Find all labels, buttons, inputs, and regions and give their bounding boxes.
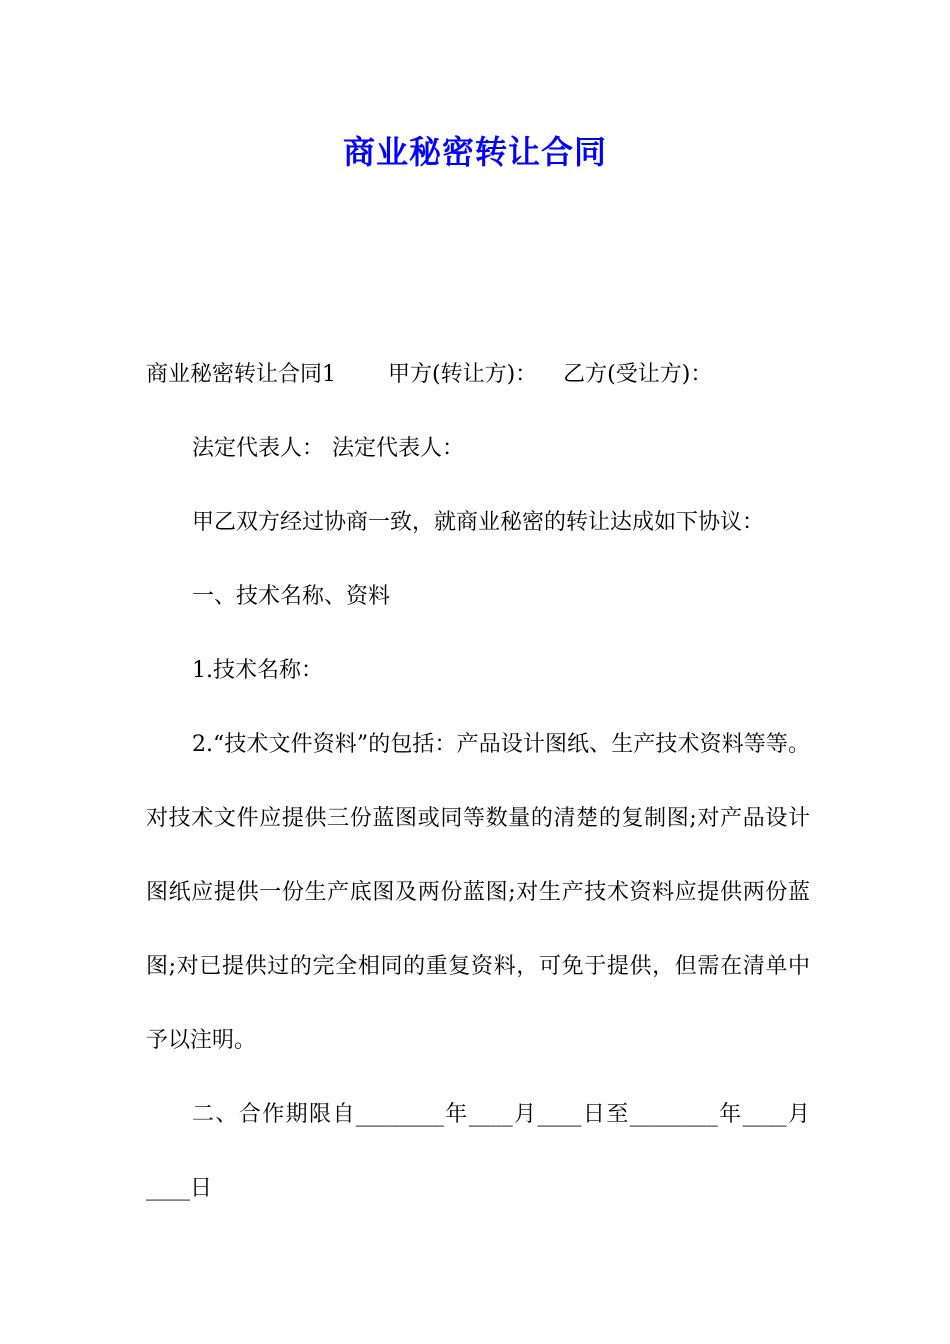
rep-a-label: 法定代表人： [192, 436, 325, 461]
party-a-label: 甲方(转让方)： [388, 362, 538, 387]
rep-b-label: 法定代表人： [332, 436, 465, 461]
section2-paragraph: 二、合作期限自________年____月____日至________年____月____日 [146, 1102, 810, 1201]
party-b-label: 乙方(受让方)： [563, 362, 713, 387]
representatives-line [146, 412, 810, 486]
item2-paragraph: 2.“技术文件资料”的包括：产品设计图纸、生产技术资料等等。对技术文件应提供三份蓝图或同等数量的清楚的复制图;对产品设计图纸应提供一份生产底图及两份蓝图;对生产技术资料应提供两份蓝图;对已提供过的完全相同的重复资料，可免于提供，但需在清单中予以注明。 [146, 732, 810, 1053]
item1-paragraph: 1.技术名称： [192, 658, 323, 683]
contract-number: 商业秘密转让合同1 [146, 362, 336, 387]
document-body [146, 338, 810, 1226]
header-line [146, 338, 810, 412]
section1-heading: 一、技术名称、资料 [192, 584, 391, 609]
intro-paragraph: 甲乙双方经过协商一致，就商业秘密的转让达成如下协议： [192, 510, 765, 535]
document-title: 商业秘密转让合同 [342, 133, 607, 171]
